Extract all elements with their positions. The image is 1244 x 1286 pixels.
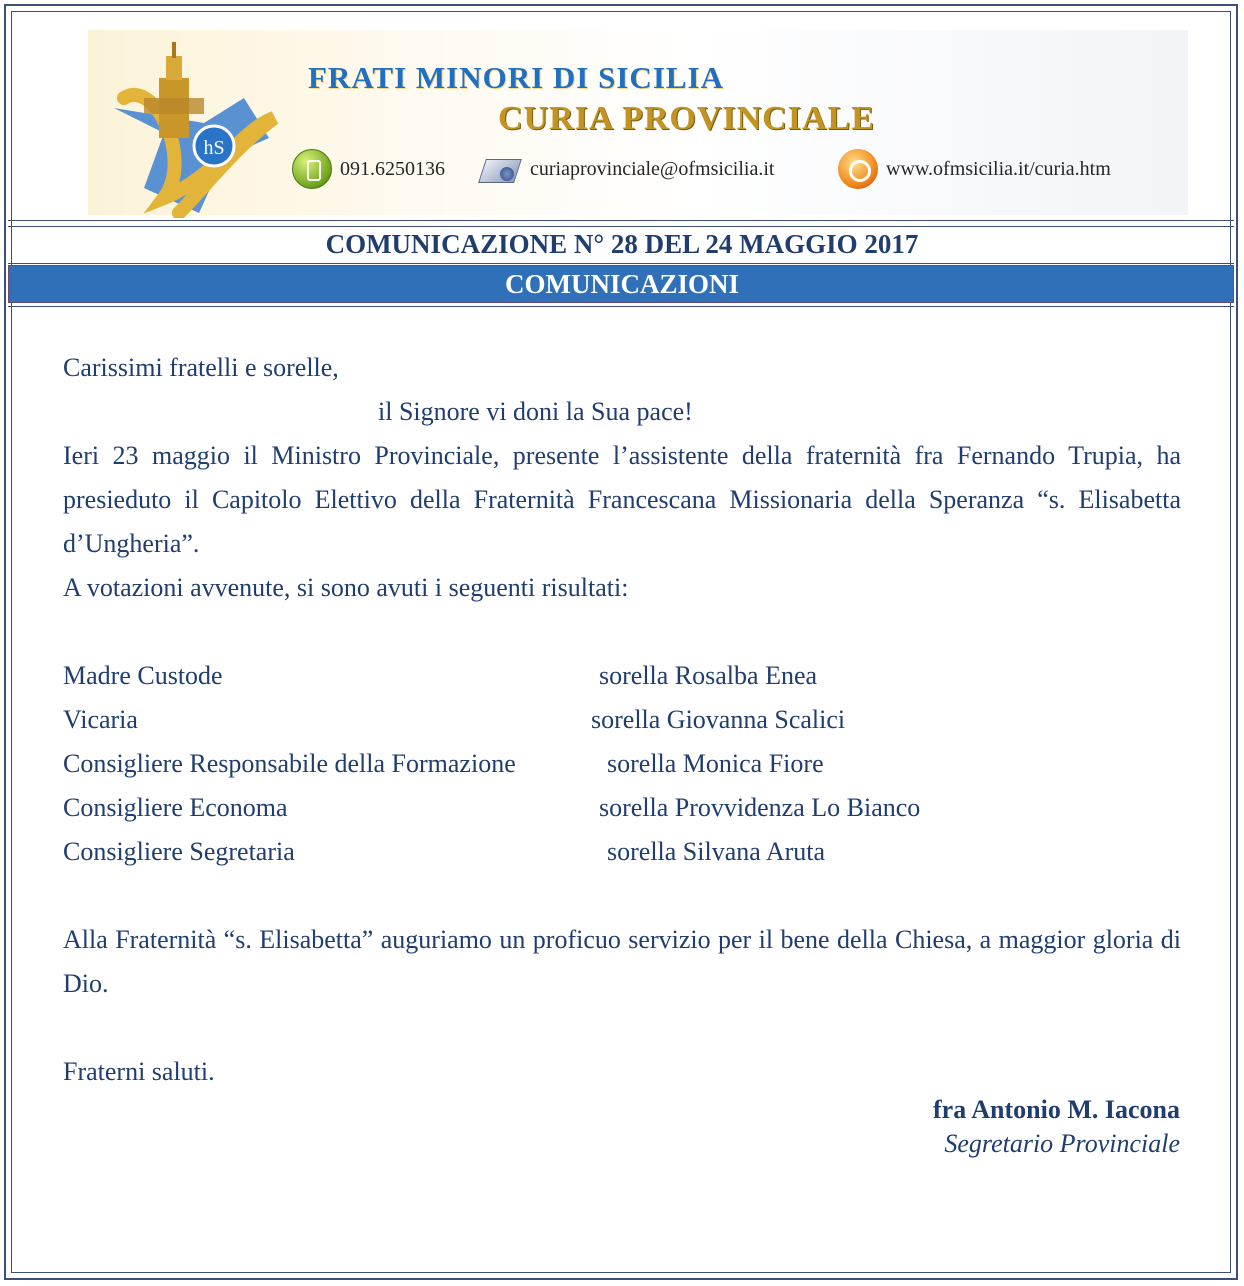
communication-title: COMUNICAZIONE N° 28 DEL 24 MAGGIO 2017: [325, 229, 919, 259]
salutation: Carissimi fratelli e sorelle,: [63, 353, 339, 382]
web-icon: [838, 149, 878, 189]
result-role: Madre Custode: [63, 661, 223, 690]
paragraph-1: Ieri 23 maggio il Ministro Provinciale, presente l’assistente della fraternità fra Fernando Trupia, ha presieduto il Capitolo Elettivo della Fraternità Francescana Missionaria della Speranza “s. Elisabetta d’Ungheria”.: [63, 441, 1181, 558]
svg-text:hS: hS: [203, 137, 225, 159]
section-divider: [8, 306, 1234, 307]
letterhead-title-2: CURIA PROVINCIALE: [498, 100, 875, 137]
phone-number: 091.6250136: [340, 157, 445, 180]
contact-email: [478, 150, 774, 188]
letterhead: [8, 8, 1234, 221]
result-name: sorella Giovanna Scalici: [591, 705, 846, 734]
result-role: Consigliere Responsabile della Formazione: [63, 749, 516, 778]
email-address[interactable]: curiaprovinciale@ofmsicilia.it: [530, 157, 775, 180]
result-name: sorella Rosalba Enea: [599, 661, 818, 690]
result-name: sorella Provvidenza Lo Bianco: [599, 793, 921, 822]
mail-icon: [478, 153, 522, 185]
contact-website: [838, 150, 1111, 188]
result-role: Consigliere Economa: [63, 793, 288, 822]
result-name: sorella Monica Fiore: [607, 749, 824, 778]
emblem-logo: [104, 38, 284, 218]
signature-name: fra Antonio M. Iacona: [933, 1095, 1180, 1124]
signature-role: Segretario Provinciale: [944, 1129, 1180, 1158]
greeting: il Signore vi doni la Sua pace!: [378, 397, 693, 426]
website-link[interactable]: www.ofmsicilia.it/curia.htm: [886, 157, 1111, 180]
result-role: Consigliere Segretaria: [63, 837, 295, 866]
result-name: sorella Silvana Aruta: [607, 837, 826, 866]
paragraph-3: Alla Fraternità “s. Elisabetta” auguriamo un proficuo servizio per il bene della Chiesa, a maggior gloria di Dio.: [63, 925, 1181, 998]
result-role: Vicaria: [63, 705, 138, 734]
contact-phone: [292, 150, 445, 188]
paragraph-2: A votazioni avvenute, si sono avuti i seguenti risultati:: [63, 573, 629, 602]
phone-icon: [292, 149, 332, 189]
letterhead-title-1: FRATI MINORI DI SICILIA: [308, 60, 725, 95]
closing: Fraterni saluti.: [63, 1057, 215, 1086]
section-title: COMUNICAZIONI: [504, 269, 739, 299]
